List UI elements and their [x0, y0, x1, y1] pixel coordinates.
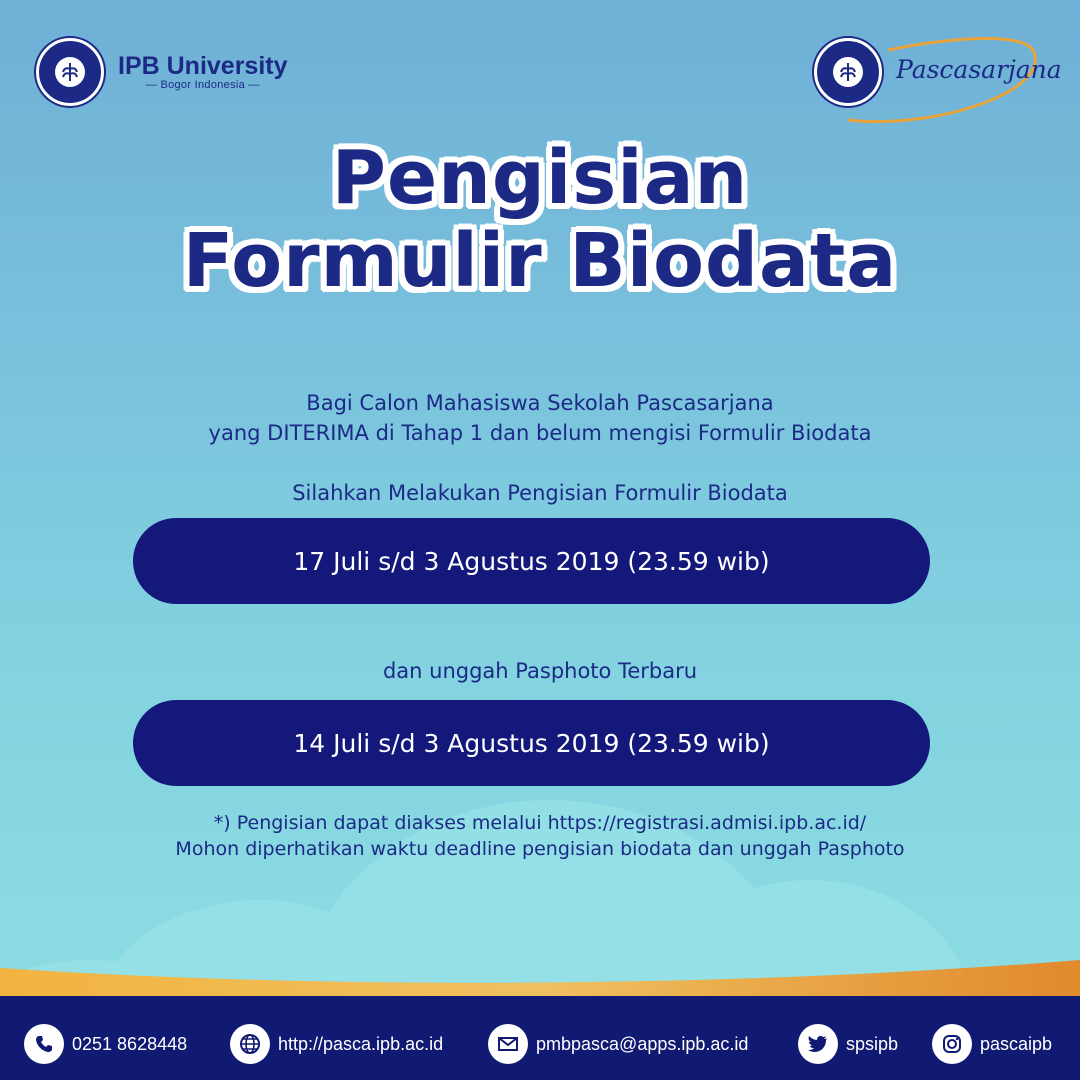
date-range-biodata — [133, 518, 930, 604]
contact-email — [488, 1024, 748, 1064]
intro-line1: Bagi Calon Mahasiswa Sekolah Pascasarjana — [306, 391, 774, 415]
mail-icon — [488, 1024, 528, 1064]
ipb-university-logo — [36, 38, 288, 106]
website-link[interactable]: http://pasca.ipb.ac.id — [278, 1033, 444, 1054]
instruction-pasphoto: dan unggah Pasphoto Terbaru — [382, 659, 698, 683]
ipb-university-location: — Bogor Indonesia — — [145, 79, 260, 91]
ipb-seal-icon — [36, 38, 104, 106]
instagram-handle[interactable]: pascaipb — [980, 1033, 1053, 1054]
page-title-line1: Pengisian — [331, 135, 749, 221]
note-line2: Mohon diperhatikan waktu deadline pengisian biodata dan unggah Pasphoto — [175, 838, 905, 860]
twitter-handle[interactable]: spsipb — [846, 1033, 899, 1054]
date-range-biodata-text: 17 Juli s/d 3 Agustus 2019 (23.59 wib) — [293, 546, 770, 576]
contact-twitter — [798, 1024, 898, 1064]
date-range-pasphoto — [133, 700, 930, 786]
instruction-biodata: Silahkan Melakukan Pengisian Formulir Biodata — [292, 481, 788, 505]
pascasarjana-logo — [814, 38, 1062, 106]
intro-line2: yang DITERIMA di Tahap 1 dan belum mengisi Formulir Biodata — [208, 421, 872, 445]
phone-icon — [24, 1024, 64, 1064]
email-address[interactable]: pmbpasca@apps.ipb.ac.id — [536, 1033, 749, 1054]
globe-icon — [230, 1024, 270, 1064]
note-line1: *) Pengisian dapat diakses melalui https://registrasi.admisi.ipb.ac.id/ — [213, 812, 867, 834]
page-title-line2: Formulir Biodata — [182, 218, 898, 304]
phone-number: 0251 8628448 — [72, 1033, 188, 1054]
contact-phone — [24, 1024, 187, 1064]
date-range-pasphoto-text: 14 Juli s/d 3 Agustus 2019 (23.59 wib) — [293, 728, 770, 758]
pascasarjana-name: Pascasarjana — [896, 54, 1062, 84]
contact-instagram — [932, 1024, 1052, 1064]
contact-website — [230, 1024, 443, 1064]
ipb-university-name: IPB University — [118, 52, 288, 80]
twitter-icon — [798, 1024, 838, 1064]
instagram-icon — [932, 1024, 972, 1064]
ipb-seal-icon — [814, 38, 882, 106]
